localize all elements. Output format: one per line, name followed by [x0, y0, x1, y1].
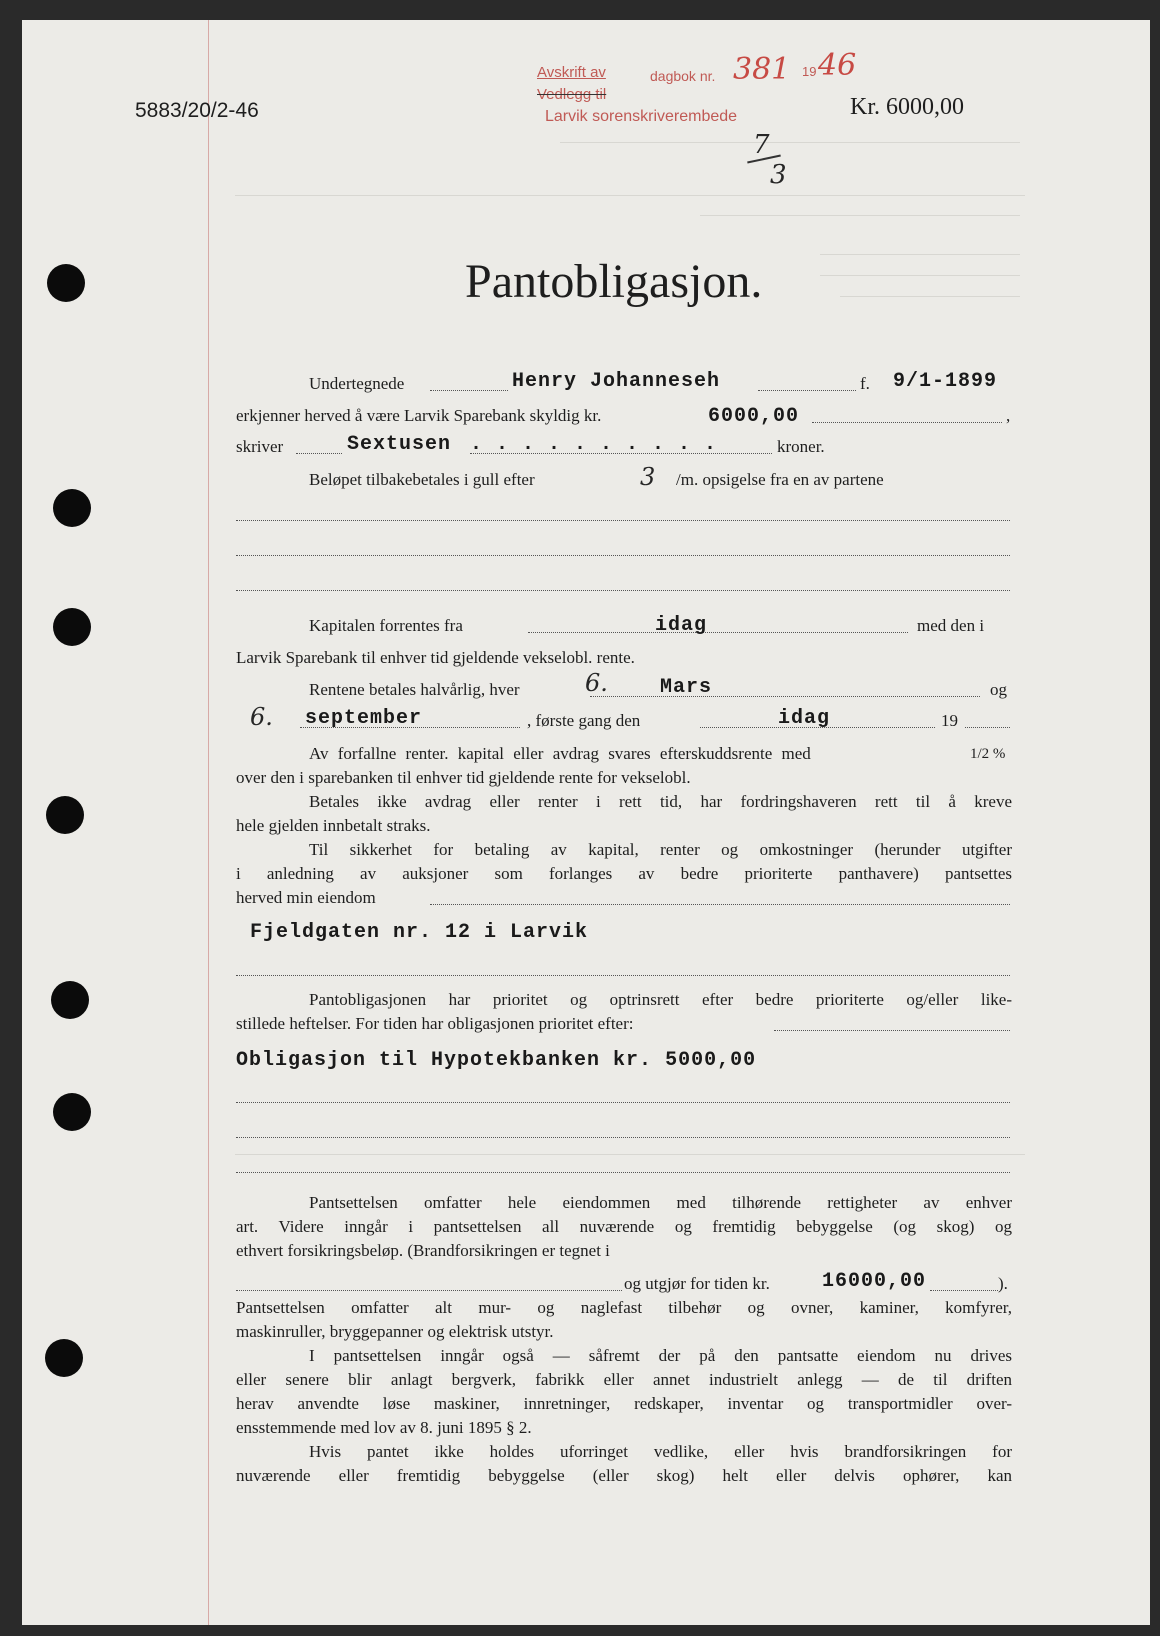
birth-label: f.	[860, 374, 870, 393]
industry-line3: herav anvendte løse maskiner, innretninger, redskaper, inventar og transportmidler over-	[236, 1394, 1012, 1413]
dotted-fill	[930, 1290, 998, 1291]
binder-hole	[51, 981, 89, 1019]
binder-hole	[53, 608, 91, 646]
insurance-amount: 16000,00	[822, 1270, 927, 1293]
handwritten-mark-bottom: 3	[770, 160, 787, 190]
priority-line1: Pantobligasjonen har prioritet og optrinsrett efter bedre prioriterte og/eller like-	[309, 990, 1012, 1009]
stamp-dagbok-label: dagbok nr.	[650, 68, 716, 84]
interest-from: idag	[655, 614, 708, 637]
dotted-fill	[236, 1137, 1010, 1138]
binder-hole	[46, 796, 84, 834]
scope-line5: Pantsettelsen omfatter alt mur- og naglefast tilbehør og ovner, kaminer, komfyrer,	[236, 1298, 1012, 1317]
typed-dot-fill: . . . . . . . . . .	[470, 433, 718, 456]
dotted-fill	[590, 696, 980, 697]
year-prefix: 19	[941, 711, 958, 730]
stamp-dagbok-number: 381	[733, 52, 791, 87]
late-interest-line1: Av forfallne renter. kapital eller avdrag svares efterskuddsrente med	[309, 744, 811, 763]
dotted-fill	[236, 1102, 1010, 1103]
amount-in-words: Sextusen	[347, 433, 452, 456]
skriver-label: skriver	[236, 437, 284, 456]
undertegnede-label: Undertegnede	[309, 374, 405, 393]
insurance-text: og utgjør for tiden kr.	[624, 1274, 770, 1293]
maintenance-line2: nuværende eller fremtidig bebyggelse (eller skog) helt eller delvis ophører, kan	[236, 1466, 1012, 1485]
dotted-fill	[965, 727, 1010, 728]
maintenance-line1: Hvis pantet ikke holdes uforringet vedlike, eller hvis brandforsikringen for	[309, 1442, 1012, 1461]
dotted-fill	[296, 453, 342, 454]
binder-hole	[53, 489, 91, 527]
reference-number: 5883/20/2-46	[135, 99, 259, 122]
stamp-year-prefix: 19	[802, 64, 817, 79]
birth-date: 9/1-1899	[893, 370, 998, 393]
binder-hole	[47, 264, 85, 302]
interest-start-end: med den i	[917, 616, 985, 635]
binder-hole	[45, 1339, 83, 1377]
dotted-fill	[236, 1290, 622, 1291]
industry-line4: ensstemmende med lov av 8. juni 1895 § 2.	[236, 1418, 532, 1437]
payment-day-1: 6.	[585, 669, 608, 697]
dotted-fill	[758, 390, 856, 391]
repayment-text-end: /m. opsigelse fra en av partene	[676, 470, 884, 489]
dotted-fill	[528, 632, 908, 633]
default-line1: Betales ikke avdrag eller renter i rett tid, har fordringshaveren rett til å kreve	[309, 792, 1012, 811]
margin-rule	[208, 20, 209, 1625]
repayment-text: Beløpet tilbakebetales i gull efter	[309, 470, 535, 489]
og-label: og	[990, 680, 1007, 699]
property-address: Fjeldgaten nr. 12 i Larvik	[250, 921, 589, 944]
dotted-fill	[470, 453, 772, 454]
bleed-through-line	[700, 215, 1020, 216]
scope-line3: ethvert forsikringsbeløp. (Brandforsikringen er tegnet i	[236, 1241, 610, 1260]
bleed-through-line	[235, 1154, 1025, 1155]
document-title: Pantobligasjon.	[465, 255, 763, 308]
industry-line1: I pantsettelsen inngår også — såfremt der på den pantsatte eiendom nu drives	[309, 1346, 1012, 1365]
dotted-fill	[430, 390, 508, 391]
dotted-fill	[236, 1172, 1010, 1173]
scope-line1: Pantsettelsen omfatter hele eiendommen med tilhørende rettigheter av enhver	[309, 1193, 1012, 1212]
stamp-avskrift: Avskrift av	[537, 64, 606, 81]
comma: ,	[1006, 406, 1011, 425]
dotted-fill	[812, 422, 1002, 423]
interest-payment-text: Rentene betales halvårlig, hver	[309, 680, 520, 699]
payment-month-1: Mars	[660, 676, 713, 699]
prior-obligation: Obligasjon til Hypotekbanken kr. 5000,00	[236, 1049, 757, 1072]
payment-day-2: 6.	[250, 703, 273, 731]
dotted-fill	[430, 904, 1010, 905]
first-payment: idag	[778, 707, 831, 730]
bleed-through-line	[560, 142, 1020, 143]
debt-amount: 6000,00	[708, 405, 800, 428]
late-interest-line2: over den i sparebanken til enhver tid gjeldende rente for vekselobl.	[236, 768, 691, 787]
acknowledgement-text: erkjenner herved å være Larvik Sparebank skyldig kr.	[236, 406, 602, 425]
priority-line2: stillede heftelser. For tiden har obligasjonen prioritet efter:	[236, 1014, 634, 1033]
bleed-through-line	[820, 275, 1020, 276]
debtor-name: Henry Johanneseh	[512, 370, 721, 393]
stamp-vedlegg: Vedlegg til	[537, 86, 607, 103]
bleed-through-line	[235, 195, 1025, 196]
dotted-fill	[236, 555, 1010, 556]
kroner-label: kroner.	[777, 437, 825, 456]
dotted-fill	[236, 590, 1010, 591]
stamp-office: Larvik sorenskriverembede	[545, 108, 738, 125]
dotted-fill	[236, 975, 1010, 976]
security-line2: i anledning av auksjoner som forlanges av bedre prioriterte panthavere) pantsettes	[236, 864, 1012, 883]
handwritten-mark-top: 7	[753, 130, 770, 160]
scope-line2: art. Videre inngår i pantsettelsen all nuværende og fremtidig bebyggelse (og skog) og	[236, 1217, 1012, 1236]
security-line3: herved min eiendom	[236, 888, 376, 907]
default-line2: hele gjelden innbetalt straks.	[236, 816, 431, 835]
security-line1: Til sikkerhet for betaling av kapital, renter og omkostninger (herunder utgifter	[309, 840, 1012, 859]
late-interest-rate: 1/2 %	[970, 746, 1006, 762]
stamp-year: 46	[818, 48, 857, 83]
insurance-end: ).	[998, 1274, 1008, 1293]
dotted-fill	[774, 1030, 1010, 1031]
dotted-fill	[236, 520, 1010, 521]
interest-line2: Larvik Sparebank til enhver tid gjeldende vekselobl. rente.	[236, 648, 635, 667]
binder-hole	[53, 1093, 91, 1131]
scope-line6: maskinruller, bryggepanner og elektrisk utstyr.	[236, 1322, 554, 1341]
payment-month-2: september	[305, 707, 423, 730]
interest-start: Kapitalen forrentes fra	[309, 616, 463, 635]
amount-header: Kr. 6000,00	[850, 94, 964, 120]
bleed-through-line	[840, 296, 1020, 297]
bleed-through-line	[820, 254, 1020, 255]
first-time-text: , første gang den	[527, 711, 641, 730]
industry-line2: eller senere blir anlagt bergverk, fabrikk eller annet industrielt anlegg — de til driften	[236, 1370, 1012, 1389]
repayment-months: 3	[640, 463, 656, 491]
